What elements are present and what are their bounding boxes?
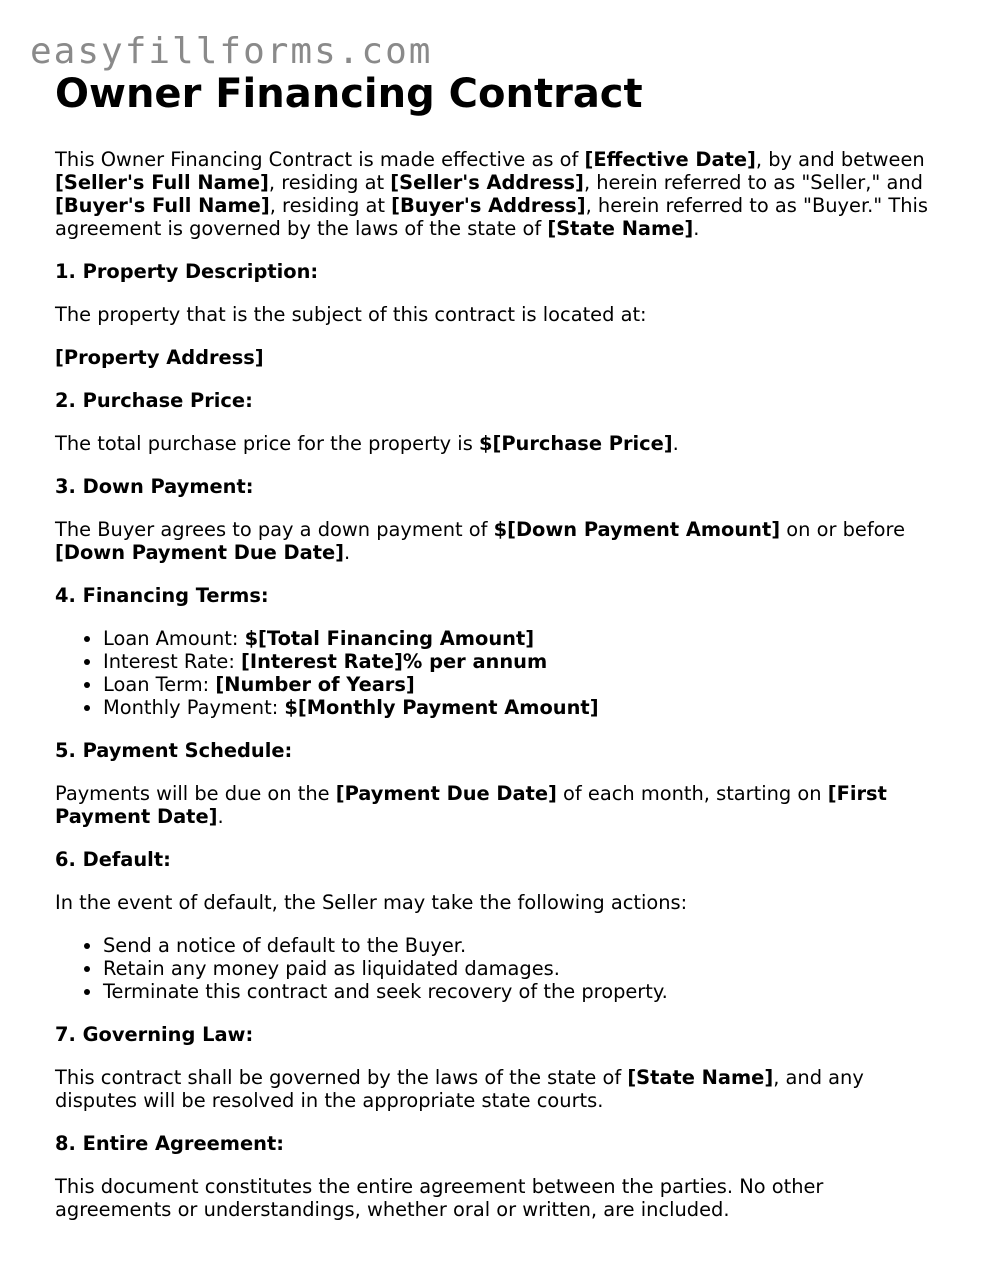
list-item: • Terminate this contract and seek recovery of the property. xyxy=(103,980,945,1003)
buyer-address-field: [Buyer's Address] xyxy=(391,194,586,217)
purchase-price-text: The total purchase price for the property is xyxy=(55,432,479,455)
down-payment-amount-field: $[Down Payment Amount] xyxy=(493,518,781,541)
default-actions-list xyxy=(55,934,945,1003)
purchase-price-paragraph xyxy=(55,432,945,455)
document-body xyxy=(55,66,945,1241)
term-label: Interest Rate: xyxy=(103,650,242,673)
watermark: easyfillforms.com xyxy=(30,31,433,72)
intro-text: . xyxy=(693,217,700,240)
list-item xyxy=(103,650,945,673)
governing-law-paragraph xyxy=(55,1066,945,1112)
interest-rate-field: [Interest Rate]% per annum xyxy=(241,650,548,673)
down-payment-paragraph xyxy=(55,518,945,564)
financing-terms-list xyxy=(55,627,945,719)
loan-amount-field: $[Total Financing Amount] xyxy=(244,627,535,650)
intro-text: , herein referred to as "Seller," and xyxy=(583,171,923,194)
section-heading-purchase-price: 2. Purchase Price: xyxy=(55,389,253,412)
section-heading-payment-schedule: 5. Payment Schedule: xyxy=(55,739,293,762)
section-heading-financing-terms: 4. Financing Terms: xyxy=(55,584,269,607)
term-label: Loan Term: xyxy=(103,673,216,696)
effective-date-field: [Effective Date] xyxy=(584,148,756,171)
section-heading-property: 1. Property Description: xyxy=(55,260,319,283)
governing-law-text: This contract shall be governed by the laws of the state of xyxy=(55,1066,628,1089)
seller-address-field: [Seller's Address] xyxy=(390,171,584,194)
payment-due-date-field: [Payment Due Date] xyxy=(335,782,557,805)
list-item xyxy=(103,673,945,696)
down-payment-due-date-field: [Down Payment Due Date] xyxy=(55,541,345,564)
buyer-name-field: [Buyer's Full Name] xyxy=(55,194,270,217)
payment-schedule-text: of each month, starting on xyxy=(556,782,828,805)
monthly-payment-field: $[Monthly Payment Amount] xyxy=(284,696,599,719)
state-name-field: [State Name] xyxy=(547,217,694,240)
payment-schedule-text: Payments will be due on the xyxy=(55,782,336,805)
down-payment-text: . xyxy=(344,541,351,564)
seller-name-field: [Seller's Full Name] xyxy=(55,171,269,194)
purchase-price-text: . xyxy=(672,432,679,455)
governing-state-field: [State Name] xyxy=(627,1066,774,1089)
term-label: Loan Amount: xyxy=(103,627,245,650)
document-title: Owner Financing Contract xyxy=(55,71,643,117)
payment-schedule-text: . xyxy=(217,805,224,828)
first-payment-date-field: [First Payment Date] xyxy=(55,782,887,828)
intro-text: , residing at xyxy=(268,171,391,194)
default-text: In the event of default, the Seller may take the following actions: xyxy=(55,891,688,914)
list-item: • Send a notice of default to the Buyer. xyxy=(103,934,945,957)
intro-paragraph xyxy=(55,148,945,240)
section-heading-entire-agreement: 8. Entire Agreement: xyxy=(55,1132,284,1155)
property-text: The property that is the subject of this contract is located at: xyxy=(55,303,647,326)
intro-text: , residing at xyxy=(269,194,392,217)
intro-text: This Owner Financing Contract is made effective as of xyxy=(55,148,585,171)
down-payment-text: on or before xyxy=(780,518,906,541)
property-address-field: [Property Address] xyxy=(55,346,264,369)
intro-text: , herein referred to as "Buyer." This agreement is governed by the laws of the state of xyxy=(55,194,929,240)
property-address-paragraph xyxy=(55,346,945,369)
entire-agreement-text: This document constitutes the entire agreement between the parties. No other agreements or understandings, whether oral or written, are included. xyxy=(55,1175,824,1221)
section-heading-default: 6. Default: xyxy=(55,848,171,871)
governing-law-text: , and any disputes will be resolved in the appropriate state courts. xyxy=(55,1066,864,1112)
down-payment-text: The Buyer agrees to pay a down payment of xyxy=(55,518,494,541)
purchase-price-field: $[Purchase Price] xyxy=(478,432,673,455)
loan-term-field: [Number of Years] xyxy=(215,673,415,696)
list-item xyxy=(103,627,945,650)
list-item xyxy=(103,696,945,719)
list-item: • Retain any money paid as liquidated damages. xyxy=(103,957,945,980)
intro-text: , by and between xyxy=(755,148,925,171)
section-heading-down-payment: 3. Down Payment: xyxy=(55,475,254,498)
term-label: Monthly Payment: xyxy=(103,696,285,719)
section-heading-governing-law: 7. Governing Law: xyxy=(55,1023,254,1046)
payment-schedule-paragraph xyxy=(55,782,945,828)
